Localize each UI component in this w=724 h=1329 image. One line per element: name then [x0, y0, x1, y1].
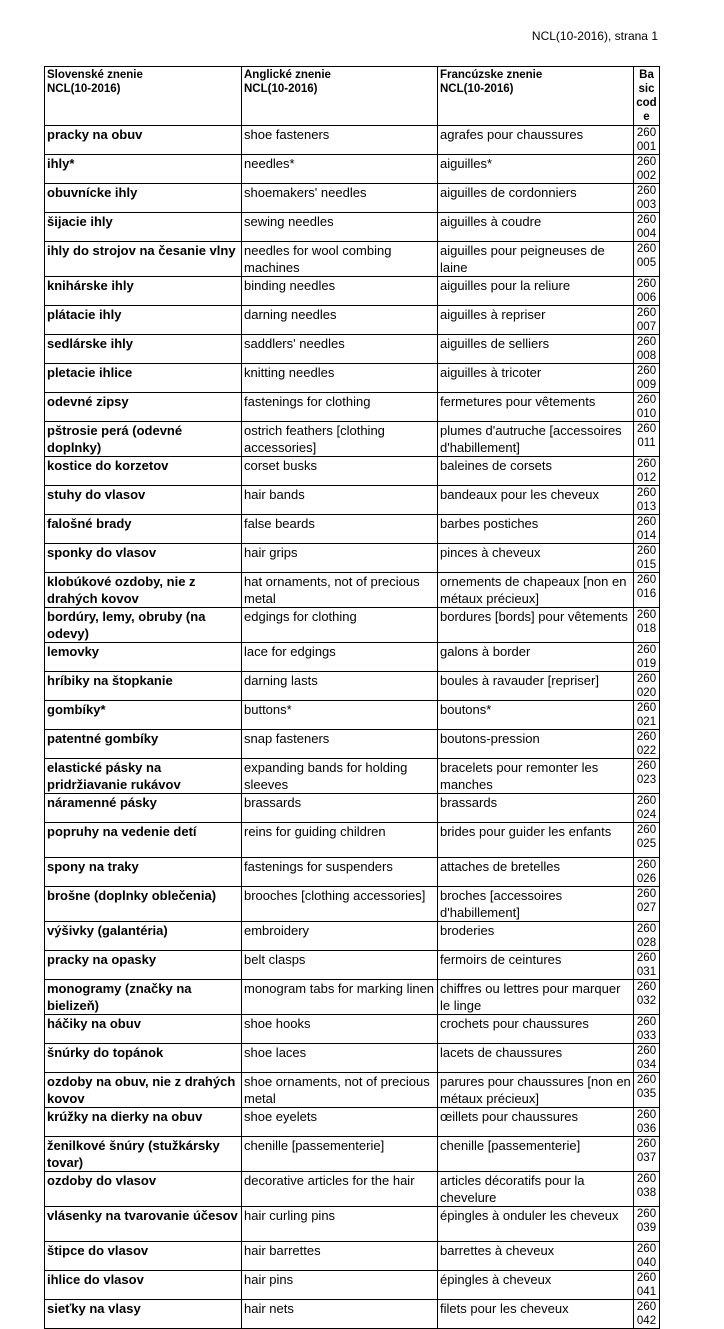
basic-code: 260040 [634, 1242, 660, 1271]
english-term: shoe hooks [242, 1015, 438, 1044]
french-term: œillets pour chaussures [438, 1108, 634, 1137]
header-english-line1: Anglické znenie [244, 69, 331, 81]
french-term: chenille [passementerie] [438, 1137, 634, 1172]
french-term: aiguilles pour peigneuses de laine [438, 242, 634, 277]
table-row [45, 1271, 660, 1300]
header-english-line2: NCL(10-2016) [244, 83, 318, 95]
table-row [45, 759, 660, 794]
slovak-term: sedlárske ihly [45, 335, 242, 364]
slovak-term: elastické pásky na pridržiavanie rukávov [45, 759, 242, 794]
french-term: brides pour guider les enfants [438, 823, 634, 858]
french-term: crochets pour chaussures [438, 1015, 634, 1044]
french-term: bordures [bords] pour vêtements [438, 608, 634, 643]
english-term: shoe laces [242, 1044, 438, 1073]
table-row [45, 277, 660, 306]
french-term: aiguilles pour la reliure [438, 277, 634, 306]
table-row [45, 1300, 660, 1329]
french-term: broderies [438, 922, 634, 951]
slovak-term: krúžky na dierky na obuv [45, 1108, 242, 1137]
french-term: aiguilles de selliers [438, 335, 634, 364]
basic-code: 260022 [634, 730, 660, 759]
english-term: hair nets [242, 1300, 438, 1329]
slovak-term: patentné gombíky [45, 730, 242, 759]
header-code-line1: Basic [638, 69, 655, 95]
english-term: reins for guiding children [242, 823, 438, 858]
header-slovak [45, 67, 242, 126]
slovak-term: knihárske ihly [45, 277, 242, 306]
table-row [45, 701, 660, 730]
slovak-term: kostice do korzetov [45, 457, 242, 486]
basic-code: 260013 [634, 486, 660, 515]
table-row [45, 213, 660, 242]
french-term: aiguilles de cordonniers [438, 184, 634, 213]
slovak-term: pracky na obuv [45, 126, 242, 155]
english-term: shoe fasteners [242, 126, 438, 155]
basic-code: 260026 [634, 858, 660, 887]
basic-code: 260025 [634, 823, 660, 858]
slovak-term: sieťky na vlasy [45, 1300, 242, 1329]
slovak-term: háčiky na obuv [45, 1015, 242, 1044]
french-term: fermetures pour vêtements [438, 393, 634, 422]
english-term: fastenings for suspenders [242, 858, 438, 887]
basic-code: 260014 [634, 515, 660, 544]
table-row [45, 823, 660, 858]
english-term: shoe ornaments, not of precious metal [242, 1073, 438, 1108]
french-term: pinces à cheveux [438, 544, 634, 573]
slovak-term: výšivky (galantéria) [45, 922, 242, 951]
ncl-table [44, 66, 660, 1329]
slovak-term: sponky do vlasov [45, 544, 242, 573]
slovak-term: bordúry, lemy, obruby (na odevy) [45, 608, 242, 643]
table-row [45, 1015, 660, 1044]
english-term: brassards [242, 794, 438, 823]
slovak-term: pletacie ihlice [45, 364, 242, 393]
slovak-term: gombíky* [45, 701, 242, 730]
english-term: chenille [passementerie] [242, 1137, 438, 1172]
slovak-term: ihly do strojov na česanie vlny [45, 242, 242, 277]
basic-code: 260004 [634, 213, 660, 242]
english-term: decorative articles for the hair [242, 1172, 438, 1207]
english-term: embroidery [242, 922, 438, 951]
table-row [45, 242, 660, 277]
french-term: aiguilles à tricoter [438, 364, 634, 393]
slovak-term: klobúkové ozdoby, nie z drahých kovov [45, 573, 242, 608]
french-term: lacets de chaussures [438, 1044, 634, 1073]
slovak-term: náramenné pásky [45, 794, 242, 823]
basic-code: 260023 [634, 759, 660, 794]
french-term: aiguilles à repriser [438, 306, 634, 335]
table-row [45, 887, 660, 922]
slovak-term: ozdoby na obuv, nie z drahých kovov [45, 1073, 242, 1108]
basic-code: 260009 [634, 364, 660, 393]
basic-code: 260032 [634, 980, 660, 1015]
slovak-term: štipce do vlasov [45, 1242, 242, 1271]
slovak-term: obuvnícke ihly [45, 184, 242, 213]
slovak-term: brošne (doplnky oblečenia) [45, 887, 242, 922]
table-row [45, 858, 660, 887]
english-term: lace for edgings [242, 643, 438, 672]
slovak-term: plátacie ihly [45, 306, 242, 335]
slovak-term: šijacie ihly [45, 213, 242, 242]
basic-code: 260039 [634, 1207, 660, 1242]
basic-code: 260021 [634, 701, 660, 730]
header-french-line2: NCL(10-2016) [440, 83, 514, 95]
french-term: plumes d'autruche [accessoires d'habillement] [438, 422, 634, 457]
english-term: saddlers' needles [242, 335, 438, 364]
english-term: knitting needles [242, 364, 438, 393]
slovak-term: popruhy na vedenie detí [45, 823, 242, 858]
header-english [242, 67, 438, 126]
table-row [45, 544, 660, 573]
basic-code: 260010 [634, 393, 660, 422]
slovak-term: spony na traky [45, 858, 242, 887]
french-term: galons à border [438, 643, 634, 672]
english-term: hat ornaments, not of precious metal [242, 573, 438, 608]
table-row [45, 1108, 660, 1137]
table-row [45, 184, 660, 213]
french-term: épingles à cheveux [438, 1271, 634, 1300]
basic-code: 260018 [634, 608, 660, 643]
table-row [45, 126, 660, 155]
page-header: NCL(10-2016), strana 1 [531, 29, 658, 43]
table-row [45, 643, 660, 672]
table-header-row [45, 67, 660, 126]
table-row [45, 1207, 660, 1242]
english-term: hair barrettes [242, 1242, 438, 1271]
table-row [45, 794, 660, 823]
english-term: needles for wool combing machines [242, 242, 438, 277]
basic-code: 260037 [634, 1137, 660, 1172]
basic-code: 260006 [634, 277, 660, 306]
table-row [45, 1137, 660, 1172]
table-row [45, 951, 660, 980]
french-term: ornements de chapeaux [non en métaux précieux] [438, 573, 634, 608]
french-term: agrafes pour chaussures [438, 126, 634, 155]
french-term: broches [accessoires d'habillement] [438, 887, 634, 922]
french-term: filets pour les cheveux [438, 1300, 634, 1329]
table-row [45, 922, 660, 951]
basic-code: 260001 [634, 126, 660, 155]
slovak-term: pracky na opasky [45, 951, 242, 980]
basic-code: 260002 [634, 155, 660, 184]
table-row [45, 730, 660, 759]
english-term: hair bands [242, 486, 438, 515]
slovak-term: vlásenky na tvarovanie účesov [45, 1207, 242, 1242]
table-row [45, 1044, 660, 1073]
basic-code: 260041 [634, 1271, 660, 1300]
french-term: boutons-pression [438, 730, 634, 759]
english-term: edgings for clothing [242, 608, 438, 643]
french-term: barbes postiches [438, 515, 634, 544]
english-term: hair grips [242, 544, 438, 573]
basic-code: 260027 [634, 887, 660, 922]
basic-code: 260003 [634, 184, 660, 213]
french-term: parures pour chaussures [non en métaux précieux] [438, 1073, 634, 1108]
french-term: fermoirs de ceintures [438, 951, 634, 980]
slovak-term: lemovky [45, 643, 242, 672]
basic-code: 260034 [634, 1044, 660, 1073]
table-row [45, 486, 660, 515]
english-term: darning needles [242, 306, 438, 335]
basic-code: 260024 [634, 794, 660, 823]
basic-code: 260033 [634, 1015, 660, 1044]
header-slovak-line1: Slovenské znenie [47, 69, 143, 81]
english-term: brooches [clothing accessories] [242, 887, 438, 922]
table-row [45, 980, 660, 1015]
header-basic-code [634, 67, 660, 126]
slovak-term: ihlice do vlasov [45, 1271, 242, 1300]
slovak-term: hríbiky na štopkanie [45, 672, 242, 701]
table-row [45, 515, 660, 544]
table-row [45, 364, 660, 393]
english-term: snap fasteners [242, 730, 438, 759]
french-term: aiguilles à coudre [438, 213, 634, 242]
english-term: needles* [242, 155, 438, 184]
french-term: baleines de corsets [438, 457, 634, 486]
french-term: bracelets pour remonter les manches [438, 759, 634, 794]
slovak-term: falošné brady [45, 515, 242, 544]
french-term: épingles à onduler les cheveux [438, 1207, 634, 1242]
table-row [45, 608, 660, 643]
table-row [45, 155, 660, 184]
basic-code: 260020 [634, 672, 660, 701]
table-row [45, 306, 660, 335]
header-slovak-line2: NCL(10-2016) [47, 83, 121, 95]
basic-code: 260019 [634, 643, 660, 672]
table-row [45, 1073, 660, 1108]
table-row [45, 1242, 660, 1271]
english-term: darning lasts [242, 672, 438, 701]
slovak-term: ihly* [45, 155, 242, 184]
basic-code: 260015 [634, 544, 660, 573]
header-code-line2: code [636, 97, 657, 123]
french-term: articles décoratifs pour la chevelure [438, 1172, 634, 1207]
english-term: binding needles [242, 277, 438, 306]
slovak-term: stuhy do vlasov [45, 486, 242, 515]
basic-code: 260028 [634, 922, 660, 951]
table-row [45, 335, 660, 364]
french-term: brassards [438, 794, 634, 823]
basic-code: 260042 [634, 1300, 660, 1329]
english-term: monogram tabs for marking linen [242, 980, 438, 1015]
english-term: sewing needles [242, 213, 438, 242]
french-term: bandeaux pour les cheveux [438, 486, 634, 515]
table-body [45, 126, 660, 1329]
french-term: attaches de bretelles [438, 858, 634, 887]
basic-code: 260005 [634, 242, 660, 277]
slovak-term: monogramy (značky na bielizeň) [45, 980, 242, 1015]
basic-code: 260007 [634, 306, 660, 335]
english-term: belt clasps [242, 951, 438, 980]
table-row [45, 422, 660, 457]
basic-code: 260035 [634, 1073, 660, 1108]
english-term: shoe eyelets [242, 1108, 438, 1137]
french-term: aiguilles* [438, 155, 634, 184]
basic-code: 260031 [634, 951, 660, 980]
table-row [45, 672, 660, 701]
slovak-term: pštrosie perá (odevné doplnky) [45, 422, 242, 457]
french-term: barrettes à cheveux [438, 1242, 634, 1271]
basic-code: 260016 [634, 573, 660, 608]
basic-code: 260038 [634, 1172, 660, 1207]
basic-code: 260008 [634, 335, 660, 364]
french-term: boutons* [438, 701, 634, 730]
english-term: corset busks [242, 457, 438, 486]
english-term: expanding bands for holding sleeves [242, 759, 438, 794]
english-term: hair curling pins [242, 1207, 438, 1242]
table-row [45, 457, 660, 486]
table-row [45, 393, 660, 422]
english-term: false beards [242, 515, 438, 544]
english-term: shoemakers' needles [242, 184, 438, 213]
basic-code: 260012 [634, 457, 660, 486]
english-term: ostrich feathers [clothing accessories] [242, 422, 438, 457]
table-row [45, 573, 660, 608]
slovak-term: ozdoby do vlasov [45, 1172, 242, 1207]
slovak-term: šnúrky do topánok [45, 1044, 242, 1073]
english-term: fastenings for clothing [242, 393, 438, 422]
french-term: boules à ravauder [repriser] [438, 672, 634, 701]
basic-code: 260011 [634, 422, 660, 457]
slovak-term: ženilkové šnúry (stužkársky tovar) [45, 1137, 242, 1172]
english-term: buttons* [242, 701, 438, 730]
french-term: chiffres ou lettres pour marquer le linge [438, 980, 634, 1015]
header-french [438, 67, 634, 126]
table-row [45, 1172, 660, 1207]
slovak-term: odevné zipsy [45, 393, 242, 422]
english-term: hair pins [242, 1271, 438, 1300]
header-french-line1: Francúzske znenie [440, 69, 543, 81]
basic-code: 260036 [634, 1108, 660, 1137]
